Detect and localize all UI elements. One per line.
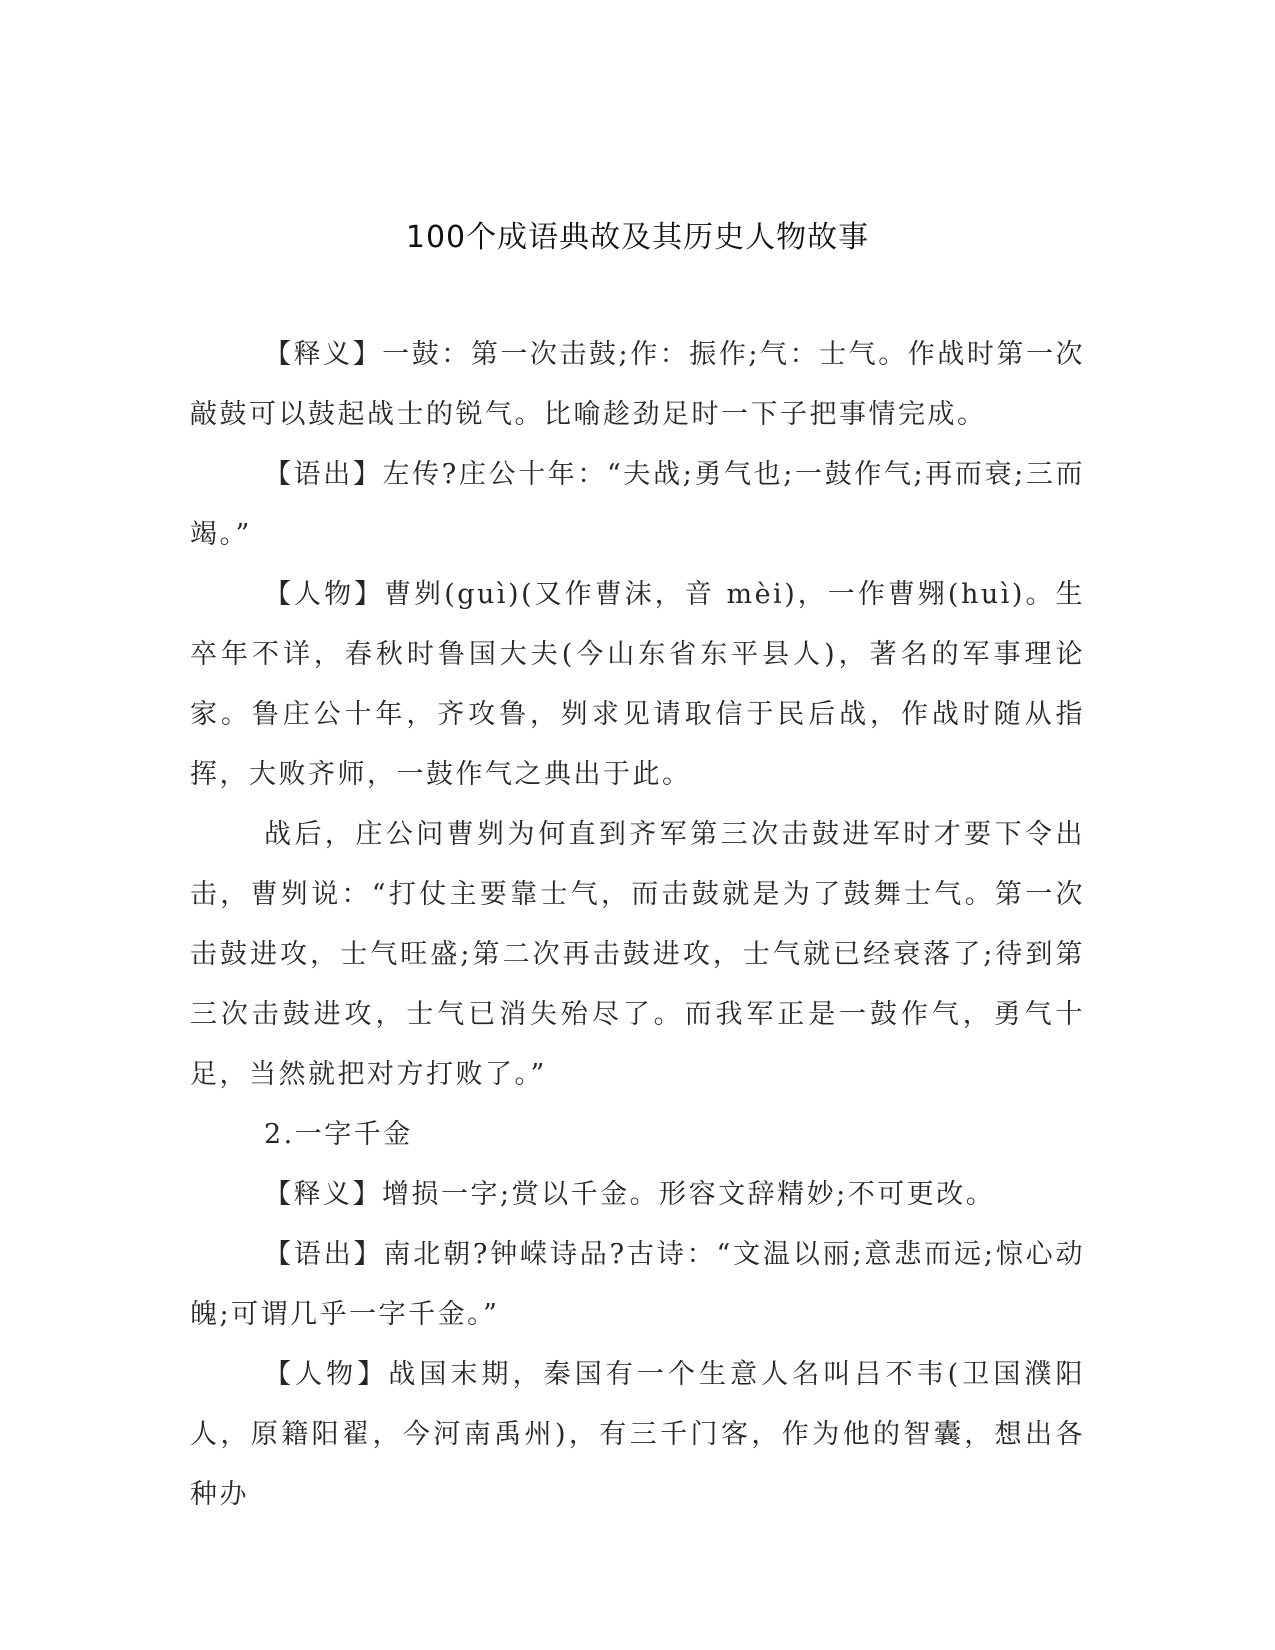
paragraph-meaning: 【释义】一鼓：第一次击鼓;作：振作;气：士气。作战时第一次敲鼓可以鼓起战士的锐气。比喻趁劲足时一下子把事情完成。 [190,339,1085,430]
section-paragraph-meaning: 【释义】增损一字;赏以千金。形容文辞精妙;不可更改。 [264,1179,996,1210]
paragraph-story: 战后，庄公问曹刿为何直到齐军第三次击鼓进军时才要下令出击，曹刿说：“打仗主要靠士气，而击鼓就是为了鼓舞士气。第一次击鼓进攻，士气旺盛;第二次再击鼓进攻，士气就已经衰落了;待到第三次击鼓进攻，士气已消失殆尽了。而我军正是一鼓作气，勇气十足，当然就把对方打败了。” [190,819,1085,1090]
paragraph-person: 【人物】曹刿(guì)(又作曹沫，音 mèi)，一作曹翙(huì)。生卒年不详，春秋时鲁国大夫(今山东省东平县人)，著名的军事理论家。鲁庄公十年，齐攻鲁，刿求见请取信于民后战，作战时随从指挥，大败齐师，一鼓作气之典出于此。 [190,579,1085,790]
document-title: 100个成语典故及其历史人物故事 [405,220,870,255]
section-heading: 2.一字千金 [264,1119,413,1150]
document-body [190,325,1085,1525]
section-paragraph-source: 【语出】南北朝?钟嵘诗品?古诗：“文温以丽;意悲而远;惊心动魄;可谓几乎一字千金。” [190,1239,1085,1330]
paragraph-source: 【语出】左传?庄公十年：“夫战;勇气也;一鼓作气;再而衰;三而竭。” [190,459,1085,550]
section-paragraph-person: 【人物】战国末期，秦国有一个生意人名叫吕不韦(卫国濮阳人，原籍阳翟，今河南禹州)，有三千门客，作为他的智囊，想出各种办 [190,1359,1085,1510]
